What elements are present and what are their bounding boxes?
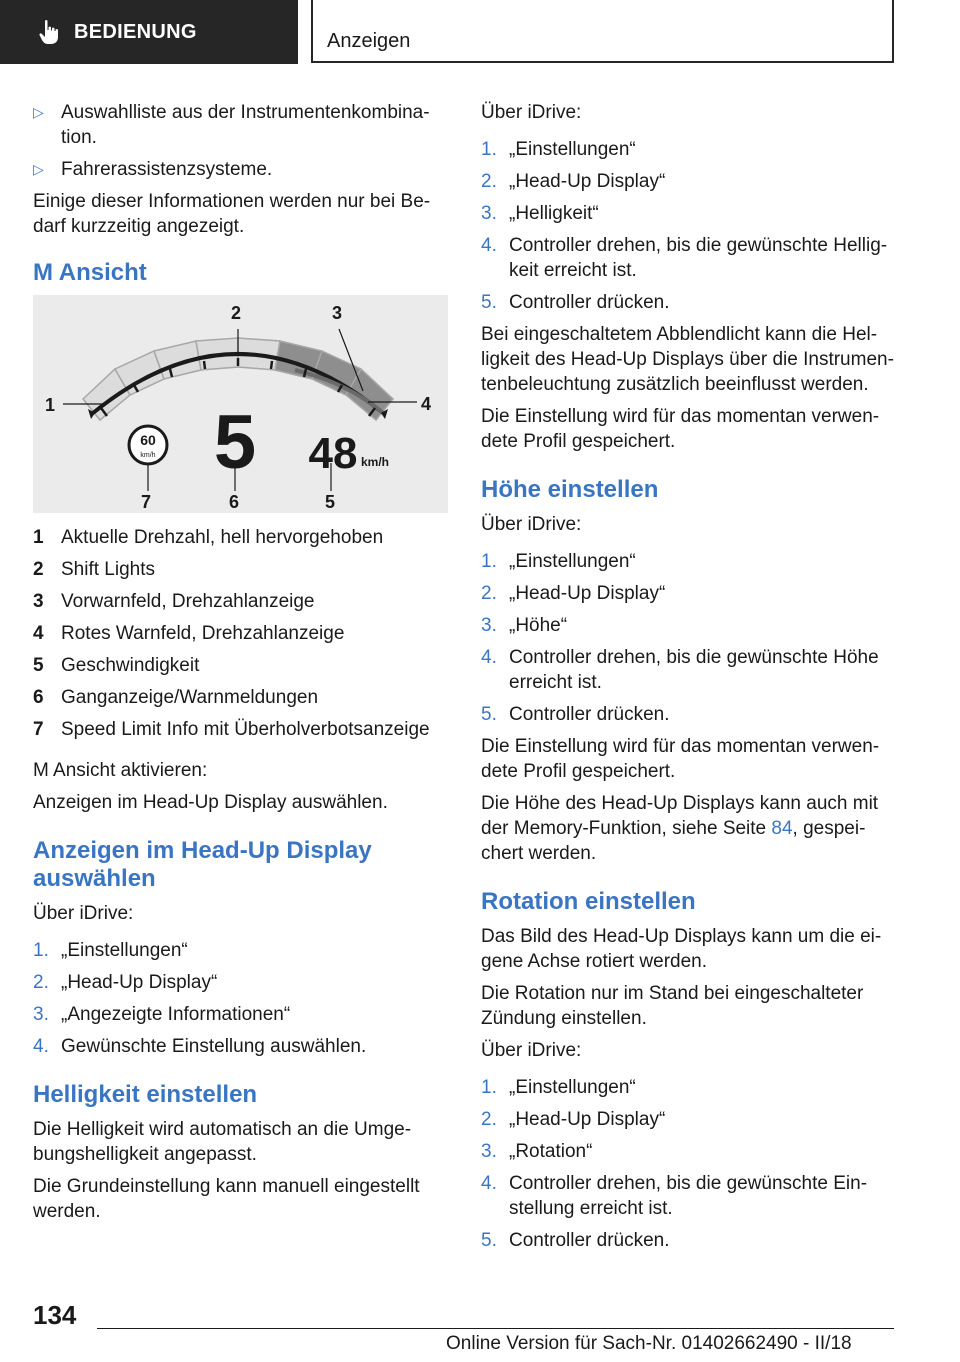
- legend-text: Aktuelle Drehzahl, hell hervorgehoben: [61, 527, 384, 548]
- step-item: 2. „Head-Up Display“: [481, 171, 666, 192]
- paragraph: Über iDrive:: [481, 102, 582, 123]
- section-title: Anzeigen: [327, 30, 411, 52]
- step-text: Controller drücken.: [509, 704, 670, 725]
- step-item: 1. „Einstellungen“: [481, 139, 636, 160]
- heading-rotation: Rotation einstellen: [481, 888, 696, 915]
- callout-3: 3: [332, 303, 343, 323]
- legend-text: Shift Lights: [61, 559, 155, 580]
- legend-number: 7: [33, 719, 44, 740]
- step-item: 3. „Höhe“: [481, 615, 568, 636]
- legend-item: [33, 685, 448, 710]
- step-text: „Höhe“: [509, 615, 568, 636]
- right-column: [481, 100, 896, 1260]
- footer-divider: [97, 1328, 894, 1329]
- legend-number: 1: [33, 527, 44, 548]
- legend-text: Geschwindigkeit: [61, 655, 200, 676]
- step-text: Controller drehen, bis die gewünschte Höhe erreicht ist.: [509, 647, 879, 693]
- step-text: „Rotation“: [509, 1141, 593, 1162]
- step-item: 1. „Einstellungen“: [481, 551, 636, 572]
- paragraph: Die Einstellung wird für das momentan verwen-dete Profil gespeichert.: [481, 736, 880, 782]
- paragraph: Einige dieser Informationen werden nur bei Be-darf kurzzeitig angezeigt.: [33, 191, 431, 237]
- legend-text: Vorwarnfeld, Drehzahlanzeige: [61, 591, 315, 612]
- legend-number: 6: [33, 687, 44, 708]
- paragraph: Anzeigen im Head-Up Display auswählen.: [33, 792, 388, 813]
- legend-text: Ganganzeige/Warnmeldungen: [61, 687, 319, 708]
- paragraph: Das Bild des Head-Up Displays kann um die ei-gene Achse rotiert werden.: [481, 926, 882, 972]
- paragraph: Über iDrive:: [481, 1040, 582, 1061]
- paragraph: Die Helligkeit wird automatisch an die Umge-bungshelligkeit angepasst.: [33, 1119, 412, 1165]
- paragraph: Bei eingeschaltetem Abblendlicht kann die Hel-ligkeit des Head-Up Displays über die Instrumen-tenbeleuchtung zusätzlich beeinflusst werden.: [481, 324, 894, 395]
- step-item: 3. „Rotation“: [481, 1141, 593, 1162]
- section-tab[interactable]: [311, 0, 894, 63]
- legend-item: [33, 717, 448, 742]
- step-item: 4. Gewünschte Einstellung auswählen.: [33, 1036, 367, 1057]
- hud-m-view-figure: [33, 295, 448, 513]
- step-item: 5. Controller drücken.: [481, 292, 670, 313]
- triangle-bullet-icon: ▷: [33, 161, 44, 177]
- speed-limit-unit: km/h: [140, 452, 156, 459]
- paragraph: M Ansicht aktivieren:: [33, 760, 208, 781]
- page-header: [0, 0, 960, 66]
- speed-unit: km/h: [361, 455, 390, 469]
- legend-text: Rotes Warnfeld, Drehzahlanzeige: [61, 623, 345, 644]
- step-item: 5. Controller drücken.: [481, 704, 670, 725]
- callout-6: 6: [229, 492, 240, 512]
- bullet-text: Fahrerassistenzsysteme.: [61, 159, 273, 180]
- legend-text: Speed Limit Info mit Überholverbotsanzeige: [61, 719, 430, 740]
- step-text: „Head-Up Display“: [61, 972, 218, 993]
- bullet-text: Auswahlliste aus der Instrumentenkombina-tion.: [61, 102, 430, 148]
- heading-select-display: Anzeigen im Head-Up Display auswählen: [33, 837, 372, 892]
- paragraph: Die Einstellung wird für das momentan verwen-dete Profil gespeichert.: [481, 406, 880, 452]
- legend-item: [33, 653, 448, 678]
- footer-online-version: Online Version für Sach-Nr. 01402662490 - II/18: [446, 1333, 852, 1354]
- legend-number: 2: [33, 559, 44, 580]
- step-item: 3. „Angezeigte Informationen“: [33, 1004, 291, 1025]
- step-text: „Einstellungen“: [509, 551, 636, 572]
- pointing-hand-icon: [38, 19, 60, 45]
- callout-2: 2: [231, 303, 242, 323]
- step-item: 2. „Head-Up Display“: [481, 583, 666, 604]
- step-text: Controller drücken.: [509, 292, 670, 313]
- callout-5: 5: [325, 492, 336, 512]
- step-text: Controller drehen, bis die gewünschte Ein-stellung erreicht ist.: [509, 1173, 868, 1219]
- gear-indicator: 5: [213, 400, 257, 485]
- speed-value: 48: [308, 429, 358, 478]
- step-text: „Angezeigte Informationen“: [61, 1004, 291, 1025]
- step-text: Gewünschte Einstellung auswählen.: [61, 1036, 367, 1057]
- legend-item: [33, 557, 448, 582]
- heading-m-ansicht: M Ansicht: [33, 259, 147, 286]
- step-item: 1. „Einstellungen“: [481, 1077, 636, 1098]
- step-item: 4. Controller drehen, bis die gewünschte Ein-stellung erreicht ist.: [481, 1171, 896, 1221]
- callout-7: 7: [141, 492, 152, 512]
- legend-number: 3: [33, 591, 44, 612]
- legend-number: 5: [33, 655, 44, 676]
- paragraph: Die Rotation nur im Stand bei eingeschalteter Zündung einstellen.: [481, 983, 864, 1029]
- step-item: 4. Controller drehen, bis die gewünschte Höhe erreicht ist.: [481, 645, 896, 695]
- step-text: Controller drücken.: [509, 1230, 670, 1251]
- legend-item: [33, 525, 448, 550]
- step-item: 2. „Head-Up Display“: [481, 1109, 666, 1130]
- step-item: 3. „Helligkeit“: [481, 203, 599, 224]
- step-text: „Head-Up Display“: [509, 171, 666, 192]
- step-text: „Head-Up Display“: [509, 1109, 666, 1130]
- paragraph: Die Höhe des Head-Up Displays kann auch mit der Memory-Funktion, siehe Seite 84, gespei-chert werden.: [481, 793, 879, 864]
- step-text: „Head-Up Display“: [509, 583, 666, 604]
- step-item: 1. „Einstellungen“: [33, 940, 188, 961]
- step-item: 2. „Head-Up Display“: [33, 972, 218, 993]
- triangle-bullet-icon: ▷: [33, 104, 44, 120]
- left-column: [33, 100, 448, 1231]
- step-item: 5. Controller drücken.: [481, 1230, 670, 1251]
- list-item: [33, 157, 448, 182]
- heading-brightness: Helligkeit einstellen: [33, 1081, 258, 1108]
- list-item: [33, 100, 448, 150]
- chapter-tab[interactable]: [0, 0, 298, 64]
- paragraph: Die Grundeinstellung kann manuell eingestellt werden.: [33, 1176, 420, 1222]
- step-text: Controller drehen, bis die gewünschte Hellig-keit erreicht ist.: [509, 235, 888, 281]
- paragraph: Über iDrive:: [33, 903, 134, 924]
- step-text: „Helligkeit“: [509, 203, 599, 224]
- legend-item: [33, 589, 448, 614]
- page-reference-link[interactable]: 84: [771, 818, 793, 839]
- step-item: 4. Controller drehen, bis die gewünschte Hellig-keit erreicht ist.: [481, 233, 896, 283]
- paragraph: Über iDrive:: [481, 514, 582, 535]
- chapter-title: BEDIENUNG: [74, 20, 197, 43]
- legend-item: [33, 621, 448, 646]
- callout-4: 4: [421, 394, 432, 414]
- step-text: „Einstellungen“: [509, 139, 636, 160]
- page-number: 134: [33, 1300, 77, 1330]
- heading-height: Höhe einstellen: [481, 476, 659, 503]
- callout-1: 1: [45, 395, 56, 415]
- step-text: „Einstellungen“: [509, 1077, 636, 1098]
- legend-number: 4: [33, 623, 44, 644]
- step-text: „Einstellungen“: [61, 940, 188, 961]
- speed-limit-value: 60: [140, 432, 156, 448]
